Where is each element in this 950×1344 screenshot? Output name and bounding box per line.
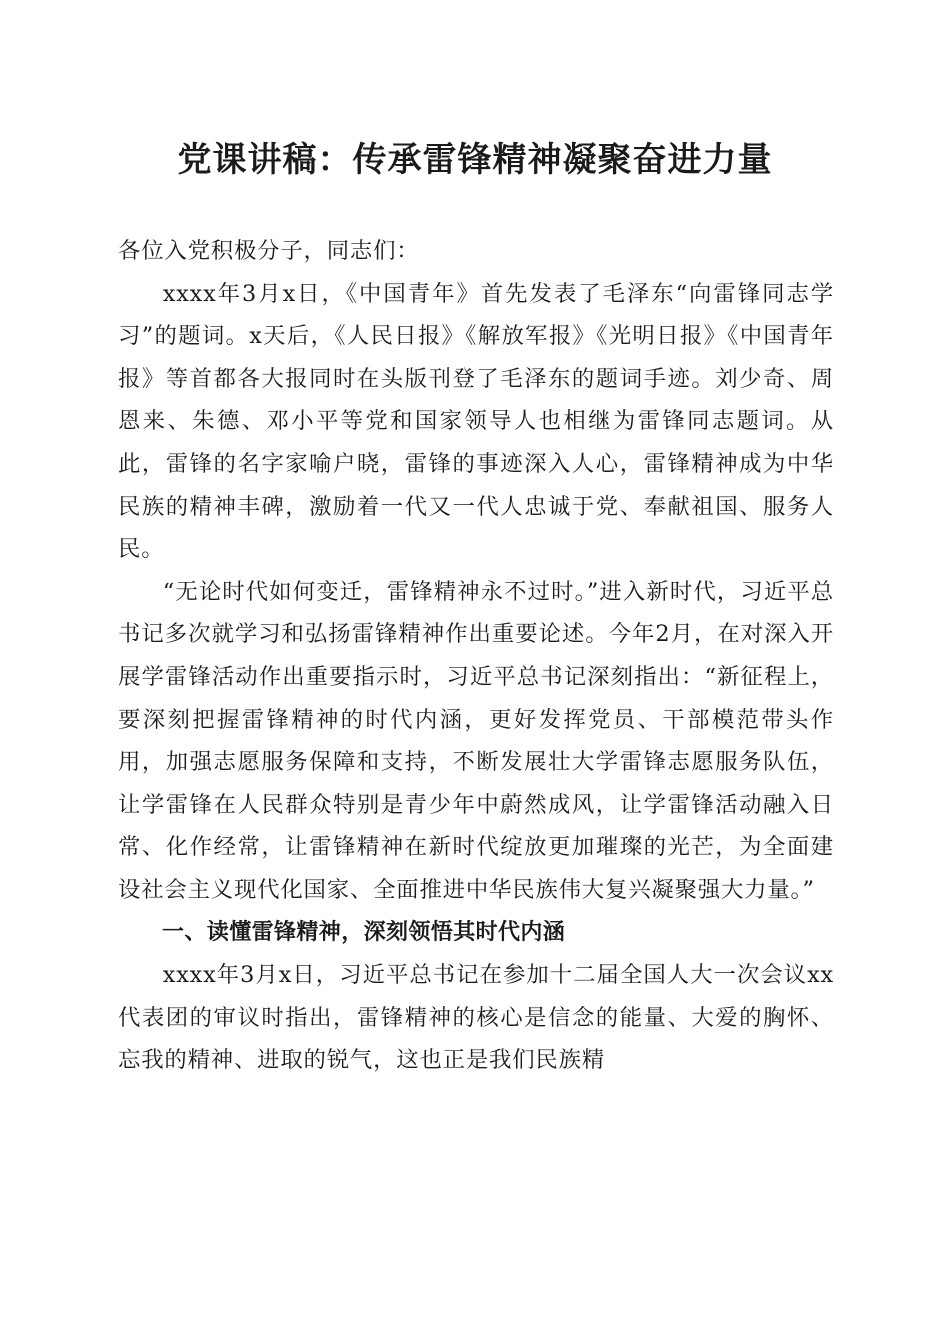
document-title: 党课讲稿：传承雷锋精神凝聚奋进力量 [177,140,773,180]
document-body [118,230,834,1082]
paragraph-2: “无论时代如何变迁，雷锋精神永不过时。”进入新时代，习近平总书记多次就学习和弘扬雷锋精神作出重要论述。今年2月，在对深入开展学雷锋活动作出重要指示时，习近平总书记深刻指出：“新征程上，要深刻把握雷锋精神的时代内涵，更好发挥党员、干部模范带头作用，加强志愿服务保障和支持，不断发展壮大学雷锋志愿服务队伍，让学雷锋在人民群众特别是青少年中蔚然成风，让学雷锋活动融入日常、化作经常，让雷锋精神在新时代绽放更加璀璨的光芒，为全面建设社会主义现代化国家、全面推进中华民族伟大复兴凝聚强大力量。” [118,578,834,903]
salutation: 各位入党积极分子，同志们： [118,238,420,264]
paragraph-1: xxxx年3月x日，《中国青年》首先发表了毛泽东“向雷锋同志学习”的题词。x天后，《人民日报》《解放军报》《光明日报》《中国青年报》等首都各大报同时在头版刊登了毛泽东的题词手迹。刘少奇、周恩来、朱德、邓小平等党和国家领导人也相继为雷锋同志题词。从此，雷锋的名字家喻户晓，雷锋的事迹深入人心，雷锋精神成为中华民族的精神丰碑，激励着一代又一代人忠诚于党、奉献祖国、服务人民。 [118,280,834,563]
section-paragraph: xxxx年3月x日，习近平总书记在参加十二届全国人大一次会议xx代表团的审议时指出，雷锋精神的核心是信念的能量、大爱的胸怀、忘我的精神、进取的锐气，这也正是我们民族精 [118,962,834,1074]
section-heading: 一、读懂雷锋精神，深刻领悟其时代内涵 [162,919,566,945]
